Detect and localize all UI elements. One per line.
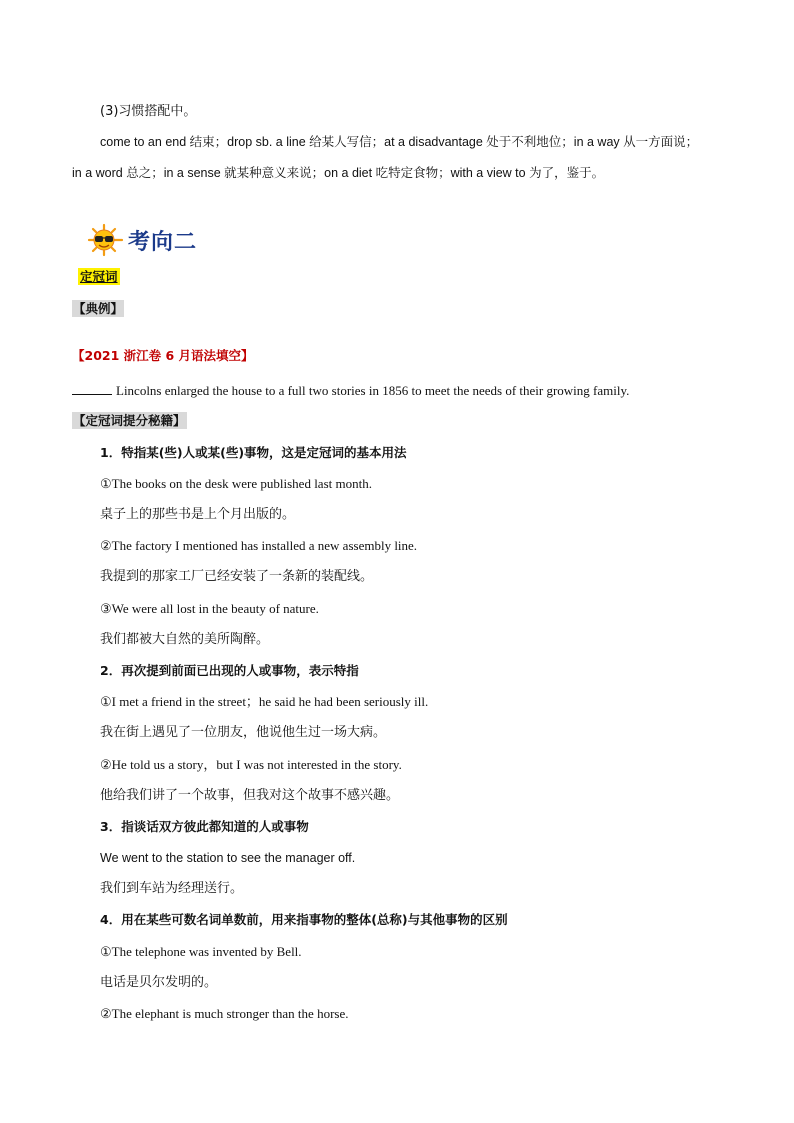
example-en: ②The factory I mentioned has installed a new assembly line. [100, 538, 418, 553]
question-line [72, 381, 629, 400]
example-en: ①The books on the desk were published last month. [100, 476, 372, 491]
topic-label: 定冠词 [80, 269, 118, 284]
source-label: 【2021 浙江卷 6 月语法填空】 [72, 348, 254, 363]
example-en: ③We were all lost in the beauty of nature. [100, 601, 319, 616]
example-cn: 我提到的那家工厂已经安装了一条新的装配线。 [100, 569, 374, 584]
answer-blank[interactable] [72, 381, 112, 395]
example-cn: 我在街上遇见了一位朋友，他说他生过一场大病。 [100, 725, 387, 740]
intro-line-1: (3)习惯搭配中。 [100, 104, 197, 119]
example-en: ①The telephone was invented by Bell. [100, 944, 302, 959]
section-heading [86, 222, 197, 258]
rule-heading: 4．用在某些可数名词单数前，用来指事物的整体(总称)与其他事物的区别 [100, 912, 508, 927]
example-cn: 桌子上的那些书是上个月出版的。 [100, 507, 296, 522]
example-cn: 电话是贝尔发明的。 [100, 975, 218, 990]
intro-line-2: come to an end 结束；drop sb. a line 给某人写信；at a disadvantage 处于不利地位；in a way 从一方面说； [100, 135, 699, 149]
example-en: ①I met a friend in the street；he said he had been seriously ill. [100, 694, 429, 709]
example-label: 【典例】 [73, 301, 124, 316]
example-en: We went to the station to see the manager off. [100, 851, 356, 865]
example-en: ②The elephant is much stronger than the horse. [100, 1006, 349, 1021]
rule-heading: 3．指谈话双方彼此都知道的人或事物 [100, 819, 309, 834]
example-en: ②He told us a story，but I was not interested in the story. [100, 757, 402, 772]
rule-heading: 2．再次提到前面已出现的人或事物，表示特指 [100, 663, 359, 678]
example-cn: 我们到车站为经理送行。 [100, 881, 244, 896]
question-text: Lincolns enlarged the house to a full two stories in 1856 to meet the needs of their growing family. [116, 383, 630, 398]
example-cn: 他给我们讲了一个故事，但我对这个故事不感兴趣。 [100, 788, 400, 803]
section-title: 考向二 [128, 229, 198, 255]
tips-label: 【定冠词提分秘籍】 [73, 413, 186, 428]
rule-heading: 1．特指某(些)人或某(些)事物，这是定冠词的基本用法 [100, 445, 407, 460]
intro-line-3: in a word 总之；in a sense 就某种意义来说；on a diet 吃特定食物；with a view to 为了，鉴于。 [72, 166, 605, 180]
sun-icon [86, 223, 126, 257]
example-cn: 我们都被大自然的美所陶醉。 [100, 632, 270, 647]
